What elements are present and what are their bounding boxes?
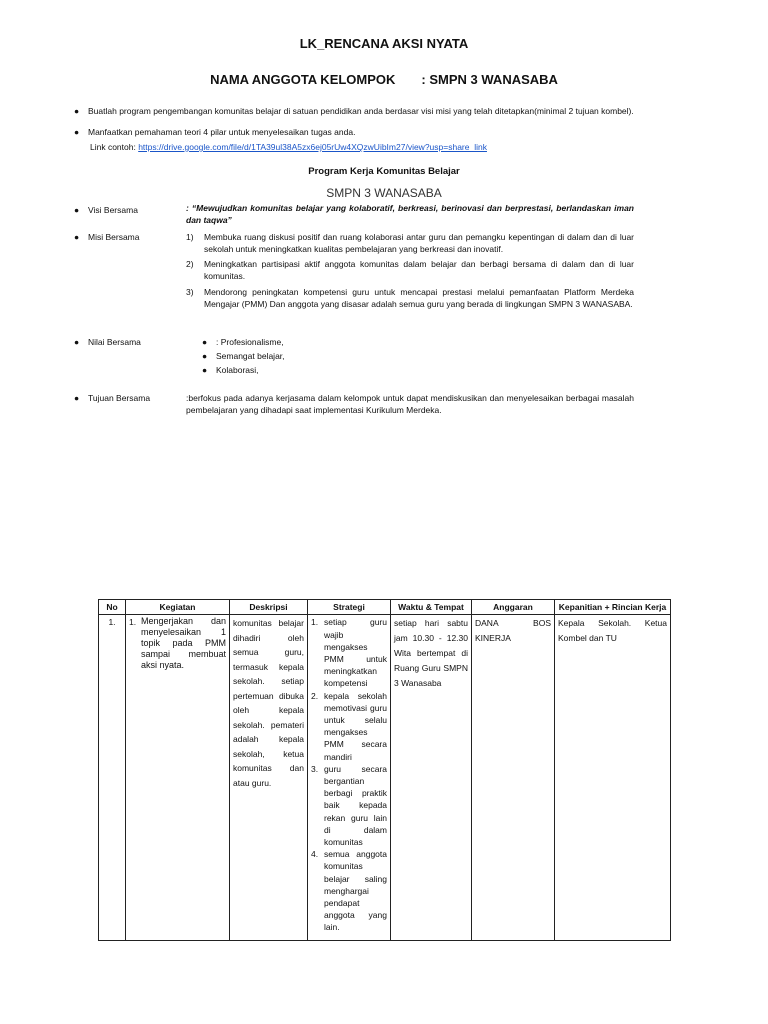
kegiatan-text: Mengerjakan dan menyelesaikan 1 topik pada PMM sampai membuat aksi nyata. xyxy=(141,616,226,671)
cell-kegiatan: 1. Mengerjakan dan menyelesaikan 1 topik pada PMM sampai membuat aksi nyata. xyxy=(126,615,230,941)
cell-deskripsi xyxy=(230,615,308,941)
bullet-icon: ● xyxy=(202,351,208,361)
document-title: LK_RENCANA AKSI NYATA xyxy=(299,36,469,51)
bullet-icon: ● xyxy=(202,337,208,347)
cell-anggaran xyxy=(472,615,555,941)
bullet-icon: ● xyxy=(74,393,80,403)
header-kepanitiaan: Kepanitian + Rincian Kerja xyxy=(555,600,671,615)
table-row xyxy=(99,615,671,941)
waktu-text: setiap hari sabtu jam 10.30 - 12.30 Wita bertempat di Ruang Guru SMPN 3 Wanasaba xyxy=(394,618,468,689)
example-link[interactable]: https://drive.google.com/file/d/1TA39ul38A5zx6ej05rUw4XQzwUibIm27/view?usp=share_link xyxy=(138,142,487,152)
header-deskripsi: Deskripsi xyxy=(230,600,308,615)
school-title: SMPN 3 WANASABA xyxy=(326,186,442,200)
anggaran-source: DANA xyxy=(475,618,499,629)
group-name-line xyxy=(0,72,768,87)
cell-kepanitiaan xyxy=(555,615,671,941)
example-link-label: Link contoh: xyxy=(90,142,139,152)
header-no: No xyxy=(99,600,126,615)
bullet-icon: ● xyxy=(74,232,80,242)
header-anggaran: Anggaran xyxy=(472,600,555,615)
example-link-line xyxy=(90,141,487,153)
tujuan-label: Tujuan Bersama xyxy=(88,393,151,403)
program-table xyxy=(98,599,671,941)
cell-no: 1. xyxy=(99,615,126,941)
cell-waktu-tempat xyxy=(391,615,472,941)
bullet-icon: ● xyxy=(74,205,80,215)
group-label: NAMA ANGGOTA KELOMPOK xyxy=(210,72,396,87)
strategi-item: 4. semua anggota komunitas belajar saling menghargai pendapat anggota yang lain. xyxy=(311,849,387,933)
header-strategi: Strategi xyxy=(308,600,391,615)
strategi-item: 2. kepala sekolah memotivasi guru untuk selalu mengakses PMM secara mandiri xyxy=(311,690,387,762)
misi-label: Misi Bersama xyxy=(88,232,140,242)
program-title: Program Kerja Komunitas Belajar xyxy=(308,166,460,177)
header-kegiatan: Kegiatan xyxy=(126,600,230,615)
anggaran-category: KINERJA xyxy=(475,633,511,644)
tujuan-text: :berfokus pada adanya kerjasama dalam kelompok untuk dapat mendiskusikan dan menyelesaikan berbagai masalah pembelajaran yang dihadapi saat implementasi Kurikulum Merdeka. xyxy=(186,393,634,415)
cell-strategi xyxy=(308,615,391,941)
nilai-label: Nilai Bersama xyxy=(88,337,141,347)
header-waktu-tempat: Waktu & Tempat xyxy=(391,600,472,615)
visi-text: : “Mewujudkan komunitas belajar yang kolaboratif, berkreasi, berinovasi dan berprestasi, berlandaskan iman dan taqwa” xyxy=(186,203,634,225)
visi-label: Visi Bersama xyxy=(88,205,138,215)
strategi-item: 1. setiap guru wajib mengakses PMM untuk meningkatkan kompetensi xyxy=(311,617,387,689)
bullet-icon: ● xyxy=(74,337,80,347)
anggaran-type: BOS xyxy=(533,618,551,629)
bullet-icon: ● xyxy=(202,365,208,375)
table-header-row xyxy=(99,600,671,615)
bullet-icon: ● xyxy=(74,127,80,137)
strategi-item: 3. guru secara bergantian berbagi praktik baik kepada rekan guru lain di dalam komunitas xyxy=(311,763,387,847)
bullet-icon: ● xyxy=(74,106,80,116)
kepanitiaan-text: Kepala Sekolah. Ketua Kombel dan TU xyxy=(558,618,667,644)
group-value: : SMPN 3 WANASABA xyxy=(421,72,558,87)
deskripsi-text: komunitas belajar dihadiri oleh semua guru, termasuk kepala sekolah. setiap pertemuan dibuka oleh kepala sekolah. pemateri adalah kepala sekolah, ketua komunitas dan atau guru. xyxy=(233,618,304,788)
